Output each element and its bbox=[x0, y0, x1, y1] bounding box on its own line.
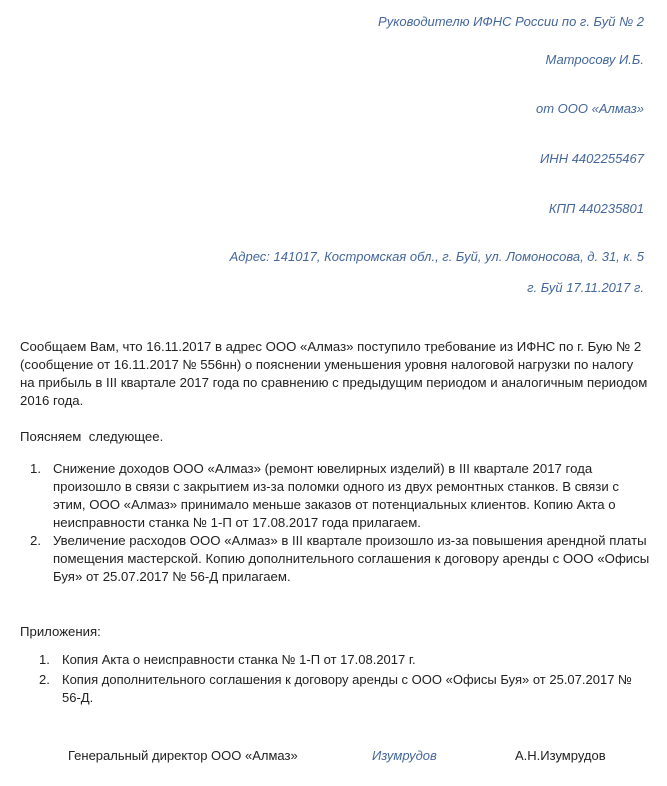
list-item-text: Увеличение расходов ООО «Алмаз» в III квартале произошло из-за повышения арендной платы помещения мастерской. Копию дополнительного соглашения к договору аренды с ООО «Офисы Буя» от 25.07.2017 № 56-Д прилагаем. bbox=[53, 533, 650, 584]
list-item-text: Копия Акта о неисправности станка № 1-П от 17.08.2017 г. bbox=[62, 652, 416, 667]
attachments-list bbox=[20, 651, 650, 709]
signature-name: А.Н.Изумрудов bbox=[515, 748, 606, 763]
list-item-text: Снижение доходов ООО «Алмаз» (ремонт ювелирных изделий) в III квартале 2017 года произошло в связи с закрытием из-за поломки одного из двух ремонтных станков. В связи с этим, ООО «Алмаз» принимало меньше заказов от потенциальных клиентов. Копию Акта о неисправности станка № 1-П от 17.08.2017 года прилагаем. bbox=[53, 461, 619, 530]
sender-inn: ИНН 4402255467 bbox=[540, 151, 644, 166]
sender-address: Адрес: 141017, Костромская обл., г. Буй, ул. Ломоносова, д. 31, к. 5 bbox=[229, 249, 644, 264]
sender-company: от ООО «Алмаз» bbox=[536, 101, 644, 116]
list-item-number: 1. bbox=[39, 652, 50, 667]
place-date: г. Буй 17.11.2017 г. bbox=[527, 280, 644, 295]
list-item bbox=[20, 460, 650, 532]
recipient-line: Руководителю ИФНС России по г. Буй № 2 bbox=[378, 14, 644, 29]
explain-paragraph: Поясняем следующее. bbox=[20, 429, 164, 444]
list-item-number: 2. bbox=[30, 533, 41, 548]
attachments-title: Приложения: bbox=[20, 624, 101, 639]
explanation-list bbox=[20, 460, 650, 586]
list-item bbox=[20, 651, 650, 669]
recipient-name: Матросову И.Б. bbox=[545, 52, 644, 67]
list-item-text: Копия дополнительного соглашения к договору аренды с ООО «Офисы Буя» от 25.07.2017 № 56-Д. bbox=[62, 672, 632, 705]
list-item-number: 2. bbox=[39, 672, 50, 687]
list-item-number: 1. bbox=[30, 461, 41, 476]
sender-kpp: КПП 440235801 bbox=[548, 201, 644, 216]
list-item bbox=[20, 671, 650, 707]
intro-paragraph: Сообщаем Вам, что 16.11.2017 в адрес ООО «Алмаз» поступило требование из ИФНС по г. Бую № 2 (сообщение от 16.11.2017 № 556нн) о пояснении уменьшения уровня налоговой нагрузки по налогу на прибыль в III квартале 2017 года по сравнению с предыдущим периодом и аналогичным периодом 2016 года. bbox=[20, 339, 648, 408]
list-item bbox=[20, 532, 650, 586]
signature-title: Генеральный директор ООО «Алмаз» bbox=[68, 748, 298, 763]
signature-handwritten: Изумрудов bbox=[372, 748, 437, 763]
